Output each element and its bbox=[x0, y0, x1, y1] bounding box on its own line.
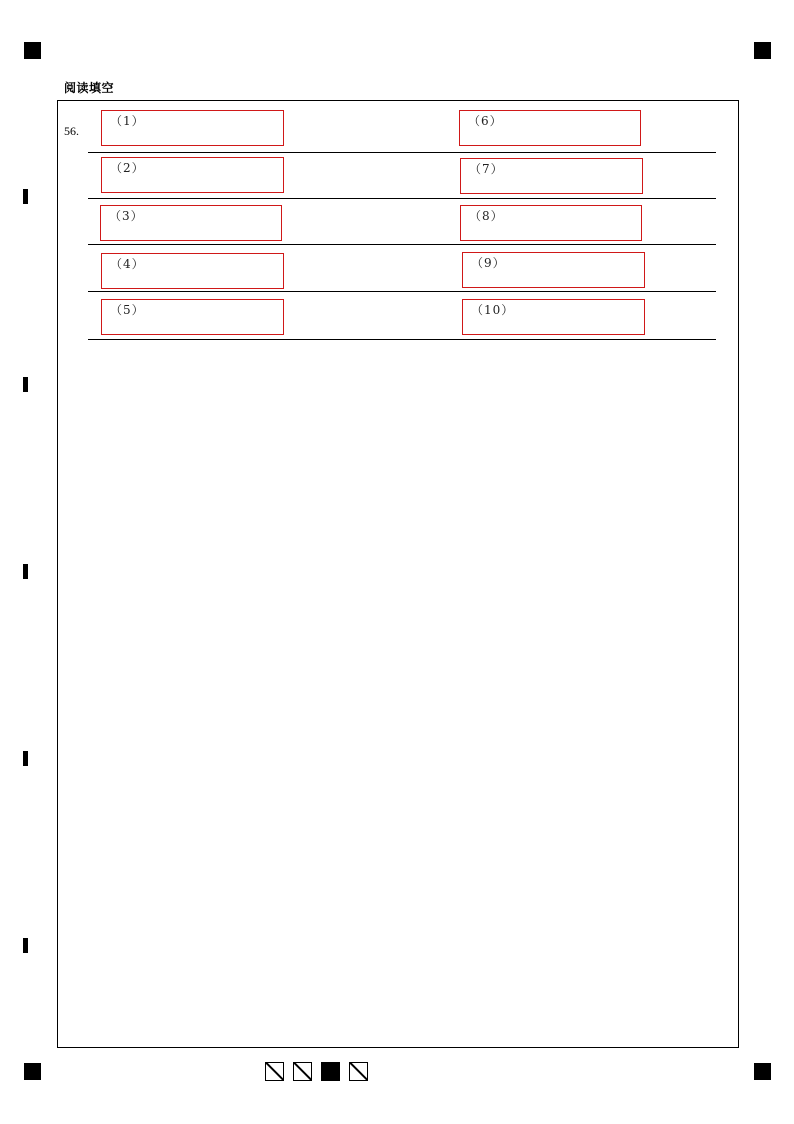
answer-box-4[interactable] bbox=[101, 253, 284, 289]
side-timing-mark bbox=[23, 564, 28, 579]
answer-frame bbox=[57, 100, 739, 1048]
answer-box-label: （10） bbox=[471, 303, 515, 317]
side-timing-mark bbox=[23, 938, 28, 953]
answer-box-label: （8） bbox=[469, 209, 504, 223]
slashed-square-icon bbox=[293, 1062, 312, 1081]
answer-box-9[interactable] bbox=[462, 252, 645, 288]
answer-box-7[interactable] bbox=[460, 158, 643, 194]
side-timing-mark bbox=[23, 377, 28, 392]
corner-mark-bottom-right bbox=[754, 1063, 771, 1080]
answer-box-10[interactable] bbox=[462, 299, 645, 335]
row-separator-line bbox=[88, 291, 716, 292]
row-separator-line bbox=[88, 339, 716, 340]
side-timing-mark bbox=[23, 751, 28, 766]
answer-box-8[interactable] bbox=[460, 205, 642, 241]
answer-box-label: （6） bbox=[468, 114, 503, 128]
corner-mark-top-left bbox=[24, 42, 41, 59]
answer-box-label: （3） bbox=[109, 209, 144, 223]
answer-box-label: （4） bbox=[110, 257, 145, 271]
answer-box-label: （2） bbox=[110, 161, 145, 175]
row-separator-line bbox=[88, 198, 716, 199]
corner-mark-top-right bbox=[754, 42, 771, 59]
question-number: 56. bbox=[64, 124, 79, 138]
answer-box-1[interactable] bbox=[101, 110, 284, 146]
slashed-square-icon bbox=[265, 1062, 284, 1081]
row-separator-line bbox=[88, 244, 716, 245]
section-title: 阅读填空 bbox=[64, 81, 115, 95]
answer-box-label: （1） bbox=[110, 114, 145, 128]
answer-box-label: （9） bbox=[471, 256, 506, 270]
answer-box-6[interactable] bbox=[459, 110, 641, 146]
row-separator-line bbox=[88, 152, 716, 153]
answer-box-5[interactable] bbox=[101, 299, 284, 335]
answer-box-label: （5） bbox=[110, 303, 145, 317]
side-timing-mark bbox=[23, 189, 28, 204]
page-code-marks bbox=[265, 1062, 368, 1081]
filled-square-icon bbox=[321, 1062, 340, 1081]
slashed-square-icon bbox=[349, 1062, 368, 1081]
answer-box-2[interactable] bbox=[101, 157, 284, 193]
corner-mark-bottom-left bbox=[24, 1063, 41, 1080]
answer-box-3[interactable] bbox=[100, 205, 282, 241]
answer-box-label: （7） bbox=[469, 162, 504, 176]
